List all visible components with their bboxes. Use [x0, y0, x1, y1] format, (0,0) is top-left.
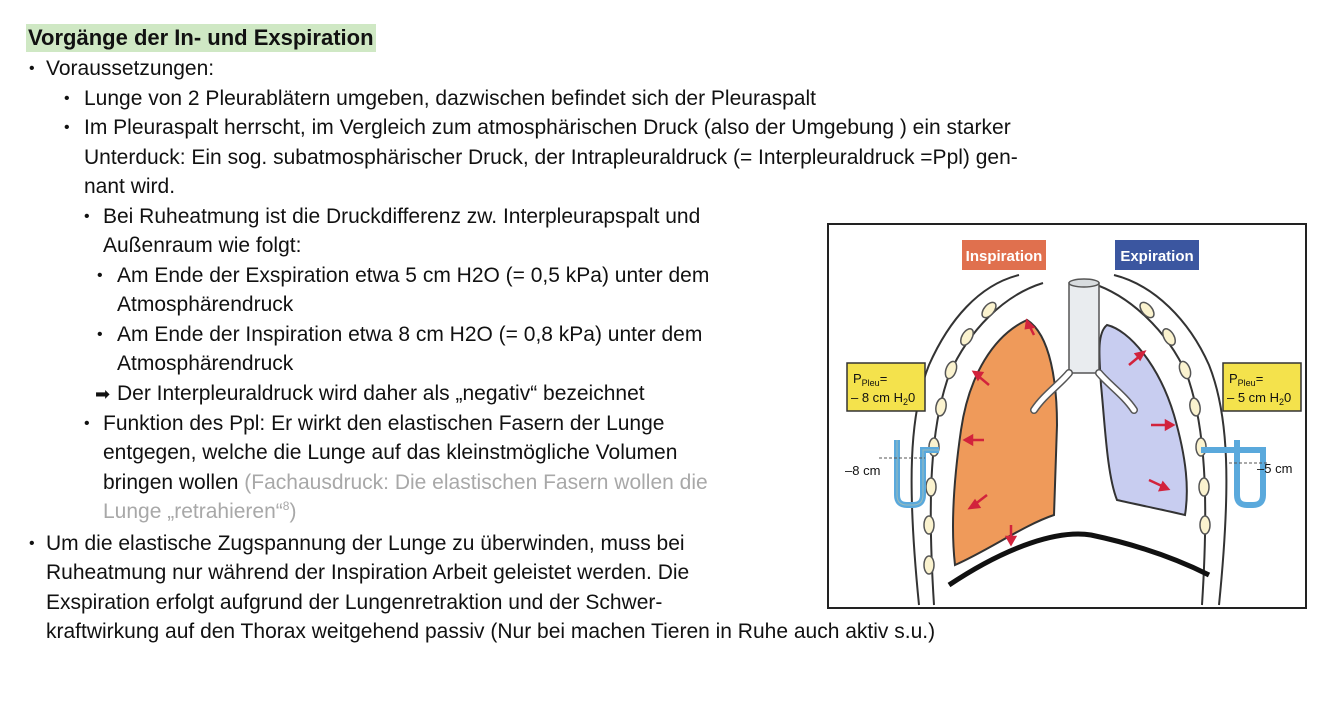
text-line: Funktion des Ppl: Er wirkt den elastischen Fasern der Lunge: [103, 412, 665, 435]
bullet-icon: •: [64, 90, 70, 107]
text-line: Im Pleuraspalt herrscht, im Vergleich zum atmosphärischen Druck (also der Umgebung ) ein starker: [84, 116, 1011, 139]
text-line: kraftwirkung auf den Thorax weitgehend passiv (Nur bei machen Tieren in Ruhe auch aktiv s.u.): [46, 620, 936, 643]
text-line: Atmosphärendruck: [117, 352, 294, 375]
pressure-left-line1: $P_{Pleu}=$: [853, 371, 888, 388]
bullet-icon: •: [64, 119, 70, 136]
gray-note: ): [289, 500, 297, 523]
bullet-icon: •: [29, 535, 35, 552]
text-line: Bei Ruheatmung ist die Druckdifferenz zw. Interpleurapspalt und: [103, 205, 701, 228]
pressure-left-line2: – 8 cm $H_20$: [851, 390, 916, 407]
lung-diagram: [829, 225, 1305, 607]
text-line: Außenraum wie folgt:: [103, 234, 302, 257]
bullet-icon: •: [97, 326, 103, 343]
right-arrow-icon: ➡: [95, 384, 111, 404]
text-line: Der Interpleuraldruck wird daher als „negativ“ bezeichnet: [117, 382, 645, 405]
gray-note: (Fachausdruck: Die elastischen Fasern wollen die: [244, 471, 708, 494]
bullet-icon: •: [84, 415, 90, 432]
text-line: Atmosphärendruck: [117, 293, 294, 316]
text-line: Ruheatmung nur während der Inspiration Arbeit geleistet werden. Die: [46, 561, 690, 584]
lung-pressure-figure: [827, 223, 1307, 609]
footnote-ref[interactable]: 8: [282, 499, 290, 513]
inspiration-label: Inspiration: [965, 248, 1043, 265]
text-line: Exspiration erfolgt aufgrund der Lungenretraktion und der Schwer-: [46, 591, 663, 614]
text-line: Um die elastische Zugspannung der Lunge zu überwinden, muss bei: [46, 532, 685, 555]
bullet-icon: •: [29, 60, 35, 77]
manometer-right: [1201, 440, 1263, 505]
text-line: [103, 497, 296, 527]
text-line: [103, 468, 708, 498]
gray-note: Lunge „retrahieren“: [103, 500, 283, 523]
pressure-right-line1: $P_{Pleu}=$: [1229, 371, 1264, 388]
text-line: entgegen, welche die Lunge auf das kleinstmögliche Volumen: [103, 441, 678, 464]
text-line: Unterduck: Ein sog. subatmosphärischer Druck, der Intrapleuraldruck (= Interpleuraldruck =Ppl) gen-: [84, 146, 1018, 169]
text-fragment: bringen wollen: [103, 471, 239, 494]
gauge-right-label: –5 cm: [1257, 461, 1293, 476]
text-line: nant wird.: [84, 175, 176, 198]
pressure-right-line2: – 5 cm $H_20$: [1227, 390, 1292, 407]
text-line: Am Ende der Inspiration etwa 8 cm H2O (= 0,8 kPa) unter dem: [117, 323, 703, 346]
trachea: [1069, 283, 1099, 373]
expiration-label: Expiration: [1120, 248, 1194, 265]
bullet-icon: •: [84, 208, 90, 225]
text-line: Am Ende der Exspiration etwa 5 cm H2O (= 0,5 kPa) unter dem: [117, 264, 710, 287]
gauge-left-label: –8 cm: [845, 463, 881, 478]
text-line: Voraussetzungen:: [46, 57, 215, 80]
bullet-icon: •: [97, 267, 103, 284]
text-line: Lunge von 2 Pleurablätern umgeben, dazwischen befindet sich der Pleuraspalt: [84, 87, 816, 110]
page-title: Vorgänge der In- und Exspiration: [28, 25, 374, 50]
